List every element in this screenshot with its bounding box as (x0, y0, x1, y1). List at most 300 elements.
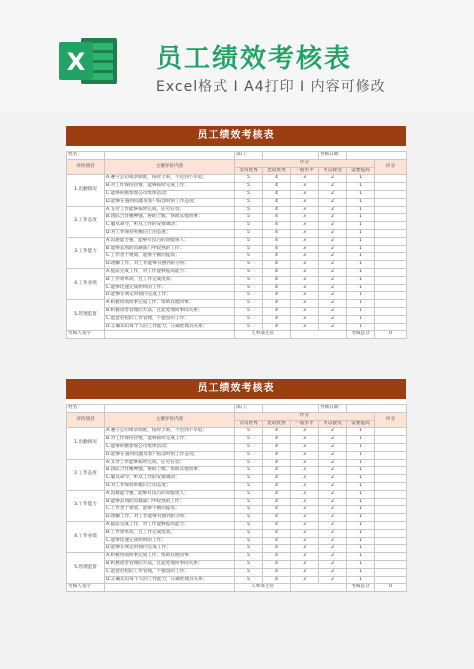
score-option[interactable]: 4 (263, 284, 291, 292)
score-option[interactable]: 4 (263, 183, 291, 191)
criterion-text: A.支付工作能够按时完成，任劳任怨； (105, 459, 235, 467)
criterion-text: B.能够去熟的沟通部门中较熟的工作； (105, 245, 235, 253)
score-option[interactable]: 5 (235, 300, 263, 308)
score-option[interactable]: 3 (291, 498, 319, 506)
score-cell[interactable] (375, 451, 407, 459)
level-header: 一般水平 (291, 420, 319, 428)
score-option[interactable]: 2 (319, 315, 347, 323)
score-option[interactable]: 1 (347, 276, 375, 284)
score-cell[interactable] (375, 467, 407, 475)
score-option[interactable]: 5 (235, 190, 263, 198)
score-option[interactable]: 3 (291, 459, 319, 467)
score-cell[interactable] (375, 300, 407, 308)
score-option[interactable]: 3 (291, 307, 319, 315)
score-option[interactable]: 2 (319, 553, 347, 561)
score-option[interactable]: 3 (291, 214, 319, 222)
criterion-text: B.团队合作精神强，协助上级，帮助其他同事； (105, 214, 235, 222)
score-option[interactable]: 5 (235, 451, 263, 459)
score-option[interactable]: 5 (235, 545, 263, 553)
score-option[interactable]: 3 (291, 428, 319, 436)
score-cell[interactable] (375, 307, 407, 315)
dept-value[interactable] (263, 405, 319, 413)
score-option[interactable]: 2 (319, 545, 347, 553)
score-option[interactable]: 4 (263, 482, 291, 490)
score-option[interactable]: 3 (291, 276, 319, 284)
criterion-text: D.理解工作，对工作能够有独到的分析； (105, 514, 235, 522)
score-option[interactable]: 3 (291, 560, 319, 568)
table-row (67, 506, 407, 514)
score-cell[interactable] (375, 253, 407, 261)
column-header-row (67, 412, 407, 420)
score-cell[interactable] (375, 514, 407, 522)
score-option[interactable]: 4 (263, 237, 291, 245)
name-value[interactable] (105, 152, 235, 160)
score-cell[interactable] (375, 261, 407, 269)
score-option[interactable]: 4 (263, 315, 291, 323)
score-option[interactable]: 1 (347, 529, 375, 537)
score-option[interactable]: 5 (235, 237, 263, 245)
score-cell[interactable] (375, 292, 407, 300)
dept-head-label: 人事部主管 (235, 584, 291, 592)
score-option[interactable]: 2 (319, 451, 347, 459)
score-cell[interactable] (375, 198, 407, 206)
score-cell[interactable] (375, 576, 407, 584)
score-option[interactable]: 5 (235, 292, 263, 300)
score-option[interactable]: 4 (263, 568, 291, 576)
score-option[interactable]: 5 (235, 506, 263, 514)
period-label: 考核日期： (319, 152, 347, 160)
score-option[interactable]: 3 (291, 537, 319, 545)
score-option[interactable]: 3 (291, 514, 319, 522)
score-option[interactable]: 2 (319, 490, 347, 498)
criterion-text: C.能够迅速完成组织的工作； (105, 284, 235, 292)
name-label: 姓名： (67, 405, 105, 413)
table-row (67, 222, 407, 230)
score-option[interactable]: 5 (235, 475, 263, 483)
score-option[interactable]: 4 (263, 229, 291, 237)
score-option[interactable]: 4 (263, 175, 291, 183)
score-option[interactable]: 1 (347, 222, 375, 230)
score-cell[interactable] (375, 498, 407, 506)
score-option[interactable]: 3 (291, 568, 319, 576)
score-option[interactable]: 2 (319, 514, 347, 522)
score-option[interactable]: 2 (319, 268, 347, 276)
table-row (67, 268, 407, 276)
score-option[interactable]: 2 (319, 253, 347, 261)
score-option[interactable]: 5 (235, 276, 263, 284)
level-header: 可以接受 (319, 420, 347, 428)
score-option[interactable]: 5 (235, 529, 263, 537)
score-option[interactable]: 5 (235, 443, 263, 451)
score-option[interactable]: 2 (319, 436, 347, 444)
criterion-text: D.正确认识每个人的工作能力，正确处理其关系； (105, 576, 235, 584)
score-option[interactable]: 3 (291, 261, 319, 269)
score-option[interactable]: 4 (263, 253, 291, 261)
score-option[interactable]: 4 (263, 222, 291, 230)
score-cell[interactable] (375, 490, 407, 498)
score-option[interactable]: 1 (347, 323, 375, 331)
criterion-text: C.能够迅速完成组织的工作； (105, 537, 235, 545)
score-option[interactable]: 1 (347, 568, 375, 576)
score-option[interactable]: 5 (235, 576, 263, 584)
score-option[interactable]: 2 (319, 467, 347, 475)
score-option[interactable]: 4 (263, 490, 291, 498)
item-header: 评价项目 (67, 412, 105, 428)
signer-value[interactable] (105, 584, 235, 592)
score-option[interactable]: 2 (319, 222, 347, 230)
dept-value[interactable] (263, 152, 319, 160)
score-cell[interactable] (375, 568, 407, 576)
score-option[interactable]: 5 (235, 490, 263, 498)
score-option[interactable]: 2 (319, 292, 347, 300)
score-option[interactable]: 1 (347, 576, 375, 584)
score-option[interactable]: 3 (291, 198, 319, 206)
category-label: 2.工作态度 (67, 206, 105, 237)
score-option[interactable]: 2 (319, 475, 347, 483)
score-option[interactable]: 5 (235, 428, 263, 436)
score-group-header: 评分 (235, 412, 375, 420)
score-option[interactable]: 2 (319, 443, 347, 451)
score-option[interactable]: 2 (319, 482, 347, 490)
score-option[interactable]: 2 (319, 237, 347, 245)
score-option[interactable]: 5 (235, 560, 263, 568)
score-option[interactable]: 1 (347, 307, 375, 315)
score-option[interactable]: 5 (235, 514, 263, 522)
score-cell[interactable] (375, 284, 407, 292)
score-option[interactable]: 3 (291, 506, 319, 514)
score-option[interactable]: 5 (235, 284, 263, 292)
period-value[interactable] (347, 405, 407, 413)
score-option[interactable]: 2 (319, 521, 347, 529)
score-option[interactable]: 4 (263, 443, 291, 451)
score-option[interactable]: 4 (263, 276, 291, 284)
score-cell[interactable] (375, 506, 407, 514)
criterion-text: C.工作善于规划，能够不断的提高； (105, 253, 235, 261)
score-option[interactable]: 4 (263, 576, 291, 584)
score-option[interactable]: 4 (263, 292, 291, 300)
score-option[interactable]: 3 (291, 521, 319, 529)
score-option[interactable]: 2 (319, 190, 347, 198)
score-option[interactable]: 4 (263, 428, 291, 436)
score-option[interactable]: 2 (319, 300, 347, 308)
score-option[interactable]: 2 (319, 498, 347, 506)
score-option[interactable]: 2 (319, 284, 347, 292)
score-option[interactable]: 2 (319, 276, 347, 284)
score-option[interactable]: 1 (347, 537, 375, 545)
score-option[interactable]: 5 (235, 568, 263, 576)
score-option[interactable]: 5 (235, 537, 263, 545)
score-option[interactable]: 1 (347, 300, 375, 308)
score-cell[interactable] (375, 545, 407, 553)
score-option[interactable]: 1 (347, 451, 375, 459)
table-row (67, 229, 407, 237)
score-option[interactable]: 4 (263, 198, 291, 206)
score-option[interactable]: 2 (319, 568, 347, 576)
score-option[interactable]: 1 (347, 475, 375, 483)
score-option[interactable]: 3 (291, 475, 319, 483)
score-cell[interactable] (375, 214, 407, 222)
score-option[interactable]: 1 (347, 198, 375, 206)
score-option[interactable]: 3 (291, 222, 319, 230)
score-option[interactable]: 1 (347, 553, 375, 561)
score-option[interactable]: 3 (291, 245, 319, 253)
score-option[interactable]: 3 (291, 545, 319, 553)
score-option[interactable]: 4 (263, 537, 291, 545)
score-total-header: 评分 (375, 412, 407, 428)
score-option[interactable]: 3 (291, 253, 319, 261)
score-cell[interactable] (375, 315, 407, 323)
excel-icon (57, 36, 119, 86)
score-cell[interactable] (375, 190, 407, 198)
score-option[interactable]: 1 (347, 560, 375, 568)
template-preview-header (0, 0, 474, 112)
score-option[interactable]: 1 (347, 261, 375, 269)
table-row (67, 436, 407, 444)
score-option[interactable]: 5 (235, 222, 263, 230)
score-option[interactable]: 4 (263, 529, 291, 537)
score-option[interactable]: 2 (319, 175, 347, 183)
item-header: 评价项目 (67, 159, 105, 175)
score-option[interactable]: 4 (263, 214, 291, 222)
header-title: 员工绩效考核表 (156, 44, 353, 74)
score-option[interactable]: 1 (347, 467, 375, 475)
score-cell[interactable] (375, 268, 407, 276)
score-option[interactable]: 5 (235, 521, 263, 529)
score-cell[interactable] (375, 475, 407, 483)
score-option[interactable]: 2 (319, 537, 347, 545)
score-option[interactable]: 3 (291, 482, 319, 490)
score-option[interactable]: 5 (235, 315, 263, 323)
score-cell[interactable] (375, 222, 407, 230)
score-option[interactable]: 4 (263, 245, 291, 253)
score-option[interactable]: 3 (291, 206, 319, 214)
score-option[interactable]: 3 (291, 292, 319, 300)
score-option[interactable]: 5 (235, 206, 263, 214)
score-option[interactable]: 5 (235, 214, 263, 222)
score-option[interactable]: 1 (347, 545, 375, 553)
score-option[interactable]: 3 (291, 576, 319, 584)
score-cell[interactable] (375, 459, 407, 467)
score-option[interactable]: 2 (319, 229, 347, 237)
score-cell[interactable] (375, 428, 407, 436)
score-option[interactable]: 1 (347, 183, 375, 191)
category-label: 5.管理监督 (67, 300, 105, 331)
score-cell[interactable] (375, 436, 407, 444)
score-option[interactable]: 5 (235, 268, 263, 276)
score-option[interactable]: 1 (347, 284, 375, 292)
score-cell[interactable] (375, 276, 407, 284)
info-row (67, 152, 407, 160)
score-cell[interactable] (375, 482, 407, 490)
score-option[interactable]: 2 (319, 576, 347, 584)
score-option[interactable]: 4 (263, 268, 291, 276)
score-option[interactable]: 2 (319, 214, 347, 222)
criterion-text: D.能够在遇到问题及客户报怨时的工作态度； (105, 451, 235, 459)
criterion-text: A.提前完成工作，对工作能够提高能力； (105, 521, 235, 529)
score-option[interactable]: 2 (319, 307, 347, 315)
category-label: 1.出勤情况 (67, 175, 105, 206)
score-option[interactable]: 1 (347, 514, 375, 522)
score-option[interactable]: 1 (347, 436, 375, 444)
score-option[interactable]: 4 (263, 261, 291, 269)
score-option[interactable]: 1 (347, 245, 375, 253)
score-option[interactable]: 1 (347, 459, 375, 467)
score-option[interactable]: 1 (347, 315, 375, 323)
score-cell[interactable] (375, 560, 407, 568)
score-option[interactable]: 1 (347, 482, 375, 490)
score-option[interactable]: 4 (263, 506, 291, 514)
score-option[interactable]: 2 (319, 183, 347, 191)
table-row (67, 443, 407, 451)
table-row (67, 261, 407, 269)
score-option[interactable]: 3 (291, 175, 319, 183)
score-option[interactable]: 5 (235, 307, 263, 315)
score-cell[interactable] (375, 237, 407, 245)
score-option[interactable]: 1 (347, 292, 375, 300)
score-option[interactable]: 1 (347, 443, 375, 451)
score-option[interactable]: 4 (263, 553, 291, 561)
criterion-text: D.能够在遇到问题及客户报怨时的工作态度； (105, 198, 235, 206)
score-option[interactable]: 3 (291, 436, 319, 444)
score-option[interactable]: 1 (347, 506, 375, 514)
score-option[interactable]: 1 (347, 237, 375, 245)
score-option[interactable]: 4 (263, 190, 291, 198)
score-option[interactable]: 4 (263, 436, 291, 444)
score-cell[interactable] (375, 323, 407, 331)
score-option[interactable]: 4 (263, 560, 291, 568)
score-option[interactable]: 3 (291, 490, 319, 498)
score-option[interactable]: 5 (235, 183, 263, 191)
table-row (67, 276, 407, 284)
score-option[interactable]: 3 (291, 467, 319, 475)
score-cell[interactable] (375, 229, 407, 237)
score-option[interactable]: 4 (263, 206, 291, 214)
score-option[interactable]: 2 (319, 459, 347, 467)
score-option[interactable]: 1 (347, 268, 375, 276)
score-option[interactable]: 4 (263, 521, 291, 529)
criterion-text: B.能够去熟的沟通部门中较熟的工作； (105, 498, 235, 506)
score-option[interactable]: 3 (291, 183, 319, 191)
score-option[interactable]: 5 (235, 253, 263, 261)
score-option[interactable]: 4 (263, 514, 291, 522)
score-option[interactable]: 5 (235, 175, 263, 183)
score-option[interactable]: 5 (235, 229, 263, 237)
score-option[interactable]: 1 (347, 428, 375, 436)
table-row (67, 537, 407, 545)
score-option[interactable]: 1 (347, 490, 375, 498)
score-option[interactable]: 4 (263, 545, 291, 553)
score-option[interactable]: 2 (319, 428, 347, 436)
score-option[interactable]: 1 (347, 498, 375, 506)
score-option[interactable]: 3 (291, 323, 319, 331)
name-value[interactable] (105, 405, 235, 413)
dept-head-value[interactable] (291, 331, 347, 339)
score-option[interactable]: 3 (291, 284, 319, 292)
score-cell[interactable] (375, 443, 407, 451)
score-option[interactable]: 3 (291, 190, 319, 198)
score-option[interactable]: 1 (347, 521, 375, 529)
score-cell[interactable] (375, 553, 407, 561)
score-option[interactable]: 3 (291, 237, 319, 245)
level-header: 可以接受 (319, 167, 347, 175)
score-option[interactable]: 2 (319, 529, 347, 537)
content-header: 主要评价内容 (105, 412, 235, 428)
score-option[interactable]: 4 (263, 475, 291, 483)
score-option[interactable]: 3 (291, 229, 319, 237)
score-option[interactable]: 5 (235, 482, 263, 490)
score-option[interactable]: 4 (263, 467, 291, 475)
level-header: 需要提高 (347, 420, 375, 428)
score-option[interactable]: 3 (291, 315, 319, 323)
score-option[interactable]: 5 (235, 553, 263, 561)
score-option[interactable]: 1 (347, 253, 375, 261)
score-option[interactable]: 3 (291, 451, 319, 459)
score-option[interactable]: 3 (291, 553, 319, 561)
table-row (67, 198, 407, 206)
score-option[interactable]: 5 (235, 467, 263, 475)
table-row (67, 514, 407, 522)
score-option[interactable]: 2 (319, 206, 347, 214)
score-option[interactable]: 1 (347, 190, 375, 198)
score-cell[interactable] (375, 521, 407, 529)
score-option[interactable]: 3 (291, 300, 319, 308)
score-option[interactable]: 5 (235, 323, 263, 331)
score-option[interactable]: 4 (263, 307, 291, 315)
form-title: 员工绩效考核表 (66, 379, 406, 399)
dept-head-value[interactable] (291, 584, 347, 592)
score-option[interactable]: 3 (291, 443, 319, 451)
score-option[interactable]: 5 (235, 498, 263, 506)
score-option[interactable]: 3 (291, 529, 319, 537)
criterion-text: A.沟通能力强，能够有技巧的说服别人； (105, 490, 235, 498)
score-option[interactable]: 5 (235, 198, 263, 206)
score-option[interactable]: 2 (319, 560, 347, 568)
level-header: 一般水平 (291, 167, 319, 175)
score-option[interactable]: 4 (263, 459, 291, 467)
score-cell[interactable] (375, 175, 407, 183)
score-option[interactable]: 2 (319, 245, 347, 253)
score-option[interactable]: 4 (263, 323, 291, 331)
score-option[interactable]: 4 (263, 300, 291, 308)
criterion-text: A.提前完成工作，对工作能够提高能力； (105, 268, 235, 276)
score-option[interactable]: 1 (347, 206, 375, 214)
score-option[interactable]: 2 (319, 261, 347, 269)
score-cell[interactable] (375, 183, 407, 191)
score-cell[interactable] (375, 529, 407, 537)
table-row (67, 467, 407, 475)
score-option[interactable]: 5 (235, 261, 263, 269)
score-option[interactable]: 4 (263, 451, 291, 459)
score-option[interactable]: 3 (291, 268, 319, 276)
score-cell[interactable] (375, 206, 407, 214)
score-option[interactable]: 4 (263, 498, 291, 506)
score-cell[interactable] (375, 537, 407, 545)
score-option[interactable]: 1 (347, 214, 375, 222)
score-option[interactable]: 2 (319, 506, 347, 514)
period-value[interactable] (347, 152, 407, 160)
criterion-text: C.愿意轻松的工作管理，不抱怨的工作； (105, 315, 235, 323)
score-option[interactable]: 5 (235, 245, 263, 253)
score-option[interactable]: 5 (235, 459, 263, 467)
score-option[interactable]: 1 (347, 229, 375, 237)
score-option[interactable]: 5 (235, 436, 263, 444)
signer-value[interactable] (105, 331, 235, 339)
score-option[interactable]: 2 (319, 198, 347, 206)
criterion-text: D.理解工作，对工作能够有独到的分析； (105, 261, 235, 269)
score-option[interactable]: 1 (347, 175, 375, 183)
score-option[interactable]: 2 (319, 323, 347, 331)
score-cell[interactable] (375, 245, 407, 253)
